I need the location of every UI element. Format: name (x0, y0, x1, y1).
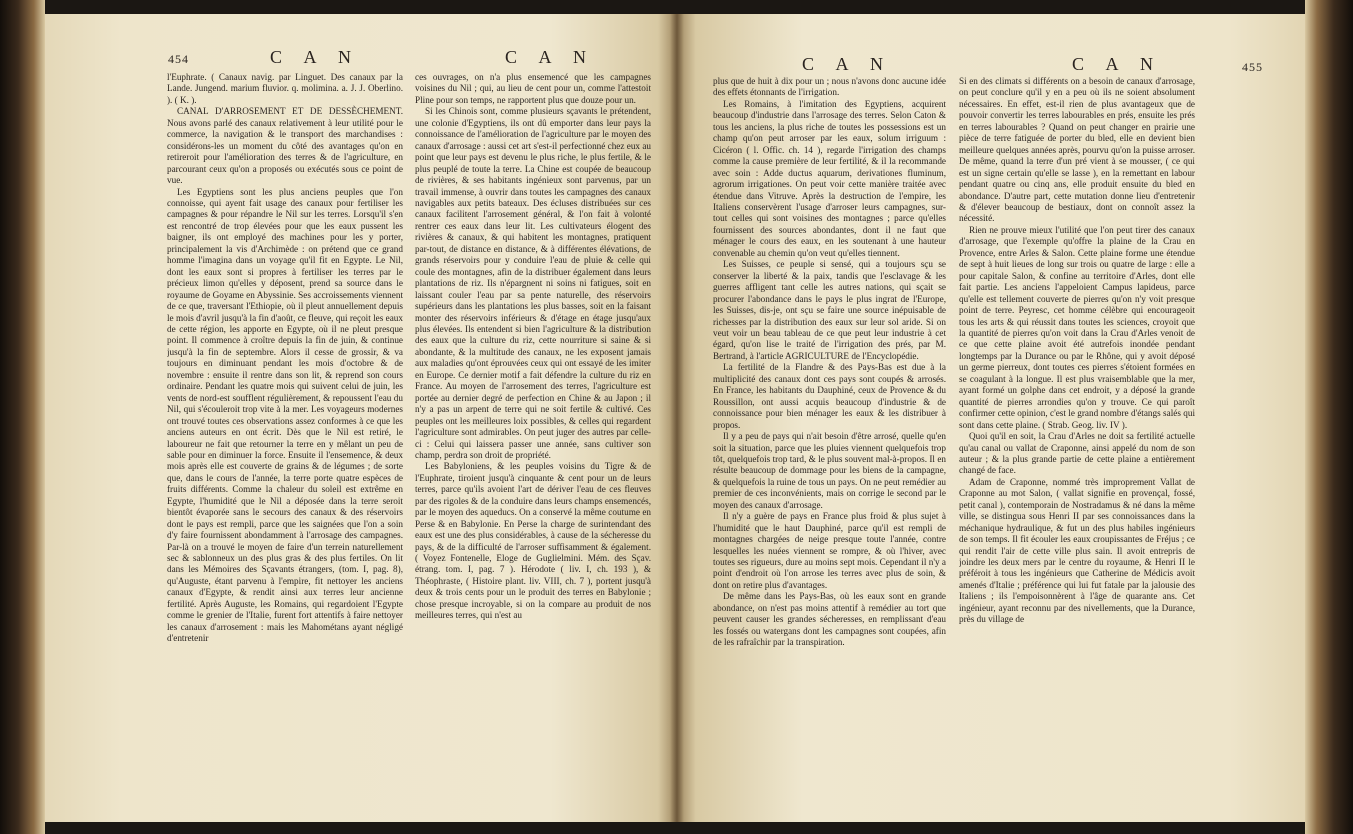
paragraph: Les Romains, à l'imitation des Egyptiens, acquirent beaucoup d'industrie dans l'arrosage des terres. Selon Caton & tous les anciens, la plus riche de toutes les possessions est un champ qu'on peut arroser par les eaux, solum irriguum : Cicéron ( l. Offic. ch. 14 ), regarde l'irrigation des champs comme la cause première de leur fertilité, & il la recommande avec soin : Adde ductus aquarum, derivationes fluminum, agrorum irrigationes. On peut voir cette manière traitée avec étendue dans Vitruve. Après la destruction de l'empire, les Italiens conservèrent l'usage d'arroser leurs campagnes, sur-tout celles qui sont voisines des montagnes ; parce qu'elles fournissent des sources abondantes, dont il ne faut que ménager le cours des eaux, en les soutenant à une hauteur convenable au chemin qu'on veut qu'elles tiennent. (713, 98, 946, 258)
paragraph: Rien ne prouve mieux l'utilité que l'on peut tirer des canaux d'arrosage, que l'exemple qu'offre la plaine de la Crau en Provence, entre Arles & Salon. Cette plaine forme une étendue de sept à huit lieues de long sur trois ou quatre de large : elle a pour capitale Salon, & confine au territoire d'Arles, dont elle fait partie. Les anciens l'appeloient Campus lapideus, parce qu'elle est tellement couverte de pierres qu'on n'y voit presque point de terre. Peyresc, cet homme célèbre qui encourageoit tous les arts & qui réussit dans toutes les sciences, croyoit que la quantité de pierres qu'on voit dans la Crau d'Arles venoit de ce que cette plaine avoit été autrefois inondée pendant longtemps par la Durance ou par le Rhône, qui y avoit déposé un germe pierreux, dont toutes ces pierres s'étoient formées en se coagulant à la longue. Il est plus vraisemblable que la mer, ayant formé un golphe dans cet endroit, y a déposé la grande quantité de pierres arrondies qu'on y trouve. Ce qui paroît confirmer cette opinion, c'est le grand nombre d'étangs salés qui sont dans cette plaine. ( Strab. Geog. liv. IV ). (959, 224, 1195, 430)
paragraph: Si en des climats si différents on a besoin de canaux d'arrosage, on peut conclure qu'il y en a peu où ils ne soient absolument nécessaires. En effet, est-il rien de plus avantageux que de pouvoir convertir les terres labourables en prés, ensuite les prés en terres labourables ? Quand on peut changer en prairie une pièce de terre fatiguée de porter du bled, elle en devient bien meilleure quelques années après, pourvu qu'on la puisse arroser. De même, quand la terre d'un pré vient à se mousser, ( ce qui est un signe certain qu'elle se lasse ), en la remettant en labour pendant quatre ou cinq ans, elle produit ensuite du bled en abondance. D'autre part, cette mutation donne lieu d'entretenir & d'élever beaucoup de bestiaux, dont on connoît assez la nécessité. (959, 76, 1195, 224)
paragraph: ces ouvrages, on n'a plus ensemencé que les campagnes voisines du Nil ; qui, au lieu de cent pour un, comme l'attestoit Pline pour son temps, ne rapportent plus que douze pour un. (415, 72, 651, 105)
book-gutter (670, 14, 684, 822)
right-page-stack-edge (1305, 0, 1353, 834)
right-running-head-col1: C A N (802, 54, 893, 74)
left-page-number: 454 (168, 52, 189, 66)
paragraph: plus que de huit à dix pour un ; nous n'avons donc aucune idée des effets étonnants de l'irrigation. (713, 76, 946, 98)
paragraph: Adam de Craponne, nommé très improprement Vallat de Craponne au mot Salon, ( vallat signifie en provençal, fossé, petit canal ), contemporain de Nostradamus & né dans la même ville, se distingua sous Henri II par ses connoissances dans la méchanique hydraulique, & fut un des plus habiles ingénieurs de son temps. Il fit écouler les eaux croupissantes de Fréjus ; ce qui rendit l'air de cette ville plus sain. Il avoit entrepris de joindre les deux mers par le centre du royaume, & Henri II le préféroit à tous les ingénieurs que Catherine de Médicis avoit amenés d'Italie ; préférence qui lui fut fatale par la jalousie des Italiens ; ils l'empoisonnèrent à l'âge de quarante ans. Cet ingénieur, ayant reconnu par des nivellements, que la Durance, près du village de (959, 476, 1195, 625)
left-running-head-col2: C A N (505, 47, 596, 67)
right-page-column-2 (959, 76, 1195, 816)
paragraph: De même dans les Pays-Bas, où les eaux sont en grande abondance, on n'est pas moins attentif à remédier au tort que peuvent causer les grandes sécheresses, en remplissant d'eau les fossés ou watergans dont les campagnes sont coupées, afin de les rafraîchir par la transpiration. (713, 591, 946, 648)
paragraph: Les Egyptiens sont les plus anciens peuples que l'on connoisse, qui ayent fait usage des canaux pour fertiliser les campagnes & pour répandre le Nil sur les terres. Lorsqu'il s'en est rencontré de trop élevées pour que les eaux pussent les baigner, ils ont employé des machines pour les y porter, principalement la vis d'Archimède : on prétend que ce grand homme l'imagina dans un voyage qu'il fit en Egypte. Le Nil, dont les eaux sont si propres à fertiliser les terres par le précieux limon qu'elles y déposent, prend sa source dans le royaume de Goyame en Abyssinie. Ses accroissements viennent de ce que, traversant l'Ethiopie, où il pleut annuellement depuis le mois d'avril jusqu'à la fin d'août, ce fleuve, qui reçoit les eaux de cette région, les apporte en Egypte, où il ne pleut presque point. Il commence à croître depuis la fin de juin, & continue jusqu'à la fin de septembre. Alors il cesse de grossir, & va toujours en diminuant pendant les mois d'octobre & de novembre : ensuite il rentre dans son lit, & reprend son cours ordinaire. Pendant les quatre mois qui suivent celui de juin, les vents de nord-est soufflent régulièrement, & repoussent l'eau du Nil, qui s'écouleroit trop vite à la mer. Les voyageurs modernes ont trouvé toutes ces observations assez conformes à ce que les anciens auteurs en ont écrit. Dès que le Nil est retiré, le laboureur ne fait que retourner la terre en y mêlant un peu de sable pour en diminuer la force. Ensuite il l'ensemence, & deux mois après elle est couverte de grains & de légumes ; de sorte que, dans le cours de l'année, la terre porte quatre espèces de fruits différents. Comme la chaleur du soleil est extrême en Egypte, l'humidité que le Nil a déposée dans la terre seroit bientôt évaporée sans le secours des canaux & des réservoirs dont le pays est rempli, parce que les saignées que l'on a soin d'y faire fournissent abondamment à l'arrosage des campagnes. Par-là on a trouvé le moyen de faire d'un terrein naturellement sec & sablonneux un des plus gras & des plus fertiles. On lit dans les Mémoires des Sçavants étrangers, (tom. I, pag. 8), qu'Auguste, étant parvenu à l'empire, fit nettoyer les anciens canaux d'Egypte, & rendit ainsi aux terres leur ancienne fertilité. Après Auguste, les Romains, qui regardoient l'Egypte comme le grenier de l'Italie, furent fort attentifs à faire nettoyer les canaux d'arrosement : mais les Mahométans ayant négligé d'entretenir (167, 186, 403, 644)
paragraph: Les Babyloniens, & les peuples voisins du Tigre & de l'Euphrate, tiroient jusqu'à cinquante & cent pour un de leurs terres, parce qu'ils avoient l'art de dériver l'eau de ces fleuves par des rigoles & de la conduire dans leurs champs ensemencés, par le moyen des aqueducs. On a conservé la même coutume en Perse & en Babylonie. En Perse la charge de surintendant des eaux est une des plus considérables, à cause de la sécheresse du pays, & de la difficulté de l'arroser suffisamment & également. ( Voyez Fontenelle, Eloge de Guglielmini. Mém. des Sçav. étrang. tom. I, pag. 7 ). Hérodote ( liv. I, ch. 193 ), & Théophraste, ( Histoire plant. liv. VIII, ch. 7 ), portent jusqu'à deux & trois cents pour un le produit des terres en Babylonie ; chose presque incroyable, si on la compare au produit de nos meilleures terres, qui n'est au (415, 461, 651, 621)
paragraph: Il y a peu de pays qui n'ait besoin d'être arrosé, quelle qu'en soit la situation, parce que les pluies viennent quelquefois trop tôt, quelquefois trop tard, & le plus souvent mal-à-propos. Il en résulte beaucoup de dommage pour les biens de la campagne, & quelquefois la ruine de tous un pays. On ne peut remédier au premier de ces inconvénients, mais on corrige le second par le moyen des canaux d'arrosage. (713, 431, 946, 510)
paragraph: La fertilité de la Flandre & des Pays-Bas est due à la multiplicité des canaux dont ces pays sont coupés & arrosés. En France, les habitants du Dauphiné, ceux de Provence & du Roussillon, ont aussi acquis beaucoup d'industrie & de connoissance pour bien ménager les eaux & les distribuer à propos. (713, 362, 946, 430)
paragraph: Les Suisses, ce peuple si sensé, qui a toujours sçu se conserver la liberté & la paix, tandis que l'esclavage & les guerres affligent tant celle les autres nations, qui sçait se procurer l'abondance dans le pays le plus ingrat de l'Europe, les Suisses, dis-je, ont sçu se faire une source inépuisable de richesses par la distribution des eaux sur leur sol aride. Si on veut voir un beau tableau de ce que peut leur industrie à cet égard, qu'on lise le traité de l'irrigation des prés, par M. Bertrand, à l'article AGRICULTURE de l'Encyclopédie. (713, 259, 946, 361)
left-page-column-2 (415, 72, 651, 812)
paragraph: CANAL D'ARROSEMENT ET DE DESSÈCHEMENT. Nous avons parlé des canaux relativement à leur utilité pour le commerce, la navigation & le transport des marchandises : considérons-les un moment du côté des avantages qu'on en retireroit pour l'amélioration des terres & de l'agriculture, en parcourant ceux qu'on a proposés ou exécutés sous ce point de vue. (167, 106, 403, 186)
paragraph: Si les Chinois sont, comme plusieurs sçavants le prétendent, une colonie d'Egyptiens, ils ont dû emporter dans leur pays la connoissance de l'amélioration de l'agriculture par le moyen des canaux d'arrosage : aussi cet art s'est-il perfectionné chez eux au point que leur pays est devenu le plus riche, le plus fertile, & le plus peuplé de toute la terre. La Chine est coupée de beaucoup de rivières, & ses habitants ingénieux sont parvenus, par un travail immense, à ouvrir dans toutes les campagnes des canaux navigables aux petits bateaux. Des écluses distribuées sur ces canaux facilitent l'arrosement général, & l'on fait à volonté rentrer ces eaux dans leur lit. Les cultivateurs élogent des rivières & canaux, & qui habitent les montagnes, pratiquent par-tout, de distance en distance, & à différentes élévations, de grands réservoirs pour y conduire l'eau de pluie & celle qui coule des montagnes, afin de la distribuer également dans leurs plantations de riz. Ils n'épargnent ni soins ni fatigues, soit en laissant couler l'eau par sa pente naturelle, des réservoirs supérieurs dans les plantations les plus basses, soit en la faisant monter des réservoirs inférieurs & d'étage en étage jusqu'aux plus élevées. Ils entendent si bien l'agriculture & la distribution des eaux que la culture du riz, cette nourriture si saine & si abondante, & la multitude des canaux, ne les exposent jamais aux maladies qu'ont éprouvées ceux qui ont essayé de les imiter en Europe. Ce dernier motif a fait défendre la culture du riz en France. Au moyen de l'arrosement des terres, l'agriculture est portée au dernier degré de perfection en Chine & au Japon ; il n'y a pas un arpent de terre qui ne soit fertile & cultivé. Ces peuples ont les meilleures loix possibles, & celles qui regardent l'agriculture sont admirables. On peut juger des autres par celle-ci : Celui qui laissera passer une année, sans cultiver son champ, perdra son droit de propriété. (415, 106, 651, 460)
right-running-head-col2: C A N (1072, 54, 1163, 74)
left-page-column-1 (167, 72, 403, 812)
left-page-stack-edge (0, 0, 45, 834)
right-page (677, 14, 1305, 822)
paragraph: Quoi qu'il en soit, la Crau d'Arles ne doit sa fertilité actuelle qu'au canal ou vallat de Craponne, ainsi appelé du nom de son auteur ; & la plus grande partie de cette plaine a entièrement changé de face. (959, 431, 1195, 476)
paragraph: Il n'y a guère de pays en France plus froid & plus sujet à l'humidité que le haut Dauphiné, parce qu'il est rempli de montagnes chargées de neige presque toute l'année, contre lesquelles les nuées viennent se rompre, & où l'hiver, avec toutes ses rigueurs, dure au moins sept mois. Cependant il n'y a point d'endroit où l'on arrose les terres avec plus de soin, & dont on retire plus d'avantages. (713, 511, 946, 590)
paragraph: l'Euphrate. ( Canaux navig. par Linguet. Des canaux par la Lande. Jungend. marium fluvior. q. molimina. a. J. J. Oberlino. ). ( K. ). (167, 72, 403, 105)
left-running-head-col1: C A N (270, 47, 361, 67)
right-page-column-1 (713, 76, 946, 816)
left-page (45, 14, 677, 822)
right-page-number: 455 (1242, 60, 1263, 74)
